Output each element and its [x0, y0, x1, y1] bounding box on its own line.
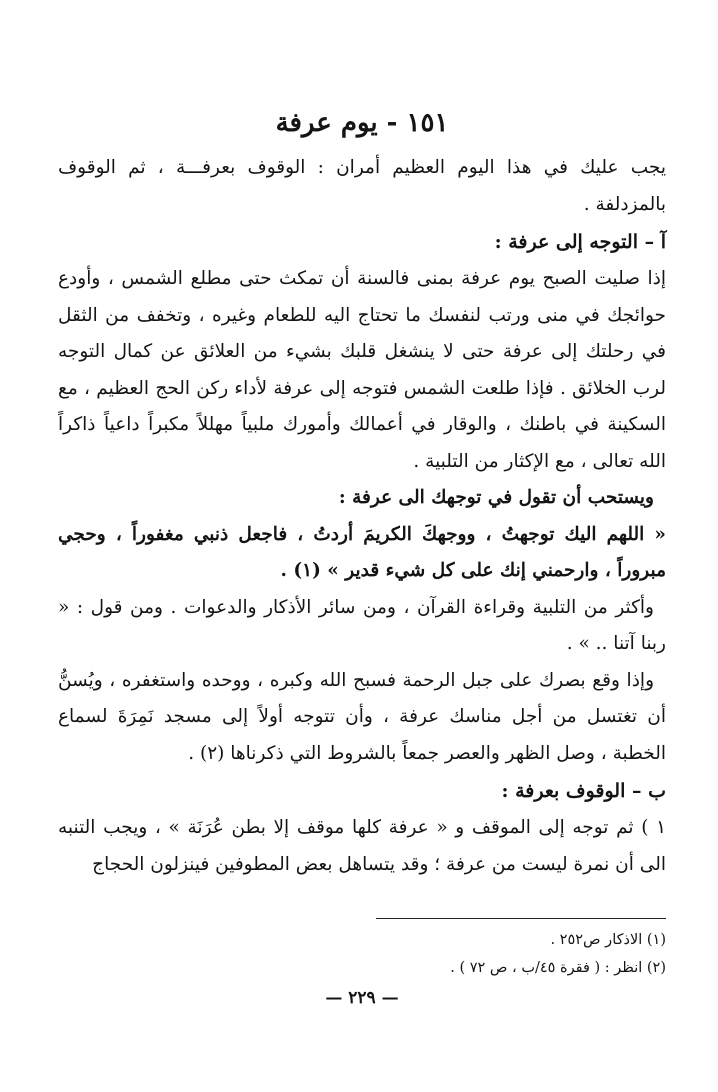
section-a-paragraph-3: وأكثر من التلبية وقراءة القرآن ، ومن سائر الأذكار والدعوات . ومن قول : « ربنا آتنا .. » .: [58, 596, 666, 654]
intro-paragraph: يجب عليك في هذا اليوم العظيم أمران : الوقوف بعرفـــة ، ثم الوقوف بالمزدلفة .: [58, 157, 666, 215]
footnote-ref-2: (٢) .: [188, 742, 225, 764]
section-a-paragraph-4: [58, 663, 666, 773]
dua-paragraph: [58, 517, 666, 590]
footnotes: [58, 926, 666, 982]
footnote-ref-1: (١) .: [280, 560, 321, 581]
footnote-1: (١) الاذكار ص٢٥٢ .: [550, 932, 666, 948]
footnote-2: (٢) انظر : ( فقرة ٤٥/ب ، ص ٧٢ ) .: [450, 960, 666, 976]
section-a-paragraph-1: إذا صليت الصبح يوم عرفة بمنى فالسنة أن تمكث حتى مطلع الشمس ، وأودع حوائجك في منى ورتب لنفسك ما تحتاج اليه للطعام وغيره ، وتخفف من الثقل في رحلتك إلى عرفة حتى لا ينشغل قلبك بشيء من العلائق عن كمال التوجه لرب الخلائق . فإذا طلعت الشمس فتوجه إلى عرفة لأداء ركن الحج العظيم ، مع السكينة في باطنك ، والوقار في أعمالك وأمورك ملبياً مهللاً مكبراً داعياً ذاكراً الله تعالى ، مع الإكثار من التلبية .: [58, 268, 666, 472]
section-b-heading: ب – الوقوف بعرفة :: [501, 780, 666, 802]
page-number: — ٢٢٩ —: [325, 988, 399, 1008]
page-title: ١٥١ - يوم عرفة: [275, 108, 449, 138]
document-page: [58, 108, 666, 1052]
footnote-divider: [58, 918, 666, 919]
section-a-paragraph-2: ويستحب أن تقول في توجهك الى عرفة :: [338, 487, 654, 508]
paragraph-4-text: وإذا وقع بصرك على جبل الرحمة فسبح الله وكبره ، ووحده واستغفره ، ويُسنُّ أن تغتسل من أجل مناسك عرفة ، وأن تتوجه أولاً إلى مسجد نَمِرَةَ لسماع الخطبة ، وصل الظهر والعصر جمعاً بالشروط التي ذكرناها: [58, 669, 666, 764]
section-b-paragraph-1: ١ ) ثم توجه إلى الموقف و « عرفة كلها موقف إلا بطن عُرَنَة » ، ويجب التنبه الى أن نمرة ليست من عرفة ؛ وقد يتساهل بعض المطوفين فينزلون الحجاج: [58, 817, 666, 875]
dua-text: « اللهم اليك توجهتُ ، ووجهكَ الكريمَ أردتُ ، فاجعل ذنبي مغفوراً ، وحجي مبروراً ، وارحمني إنك على كل شيء قدير »: [58, 523, 666, 581]
section-a-heading: آ – التوجه إلى عرفة :: [494, 231, 666, 253]
